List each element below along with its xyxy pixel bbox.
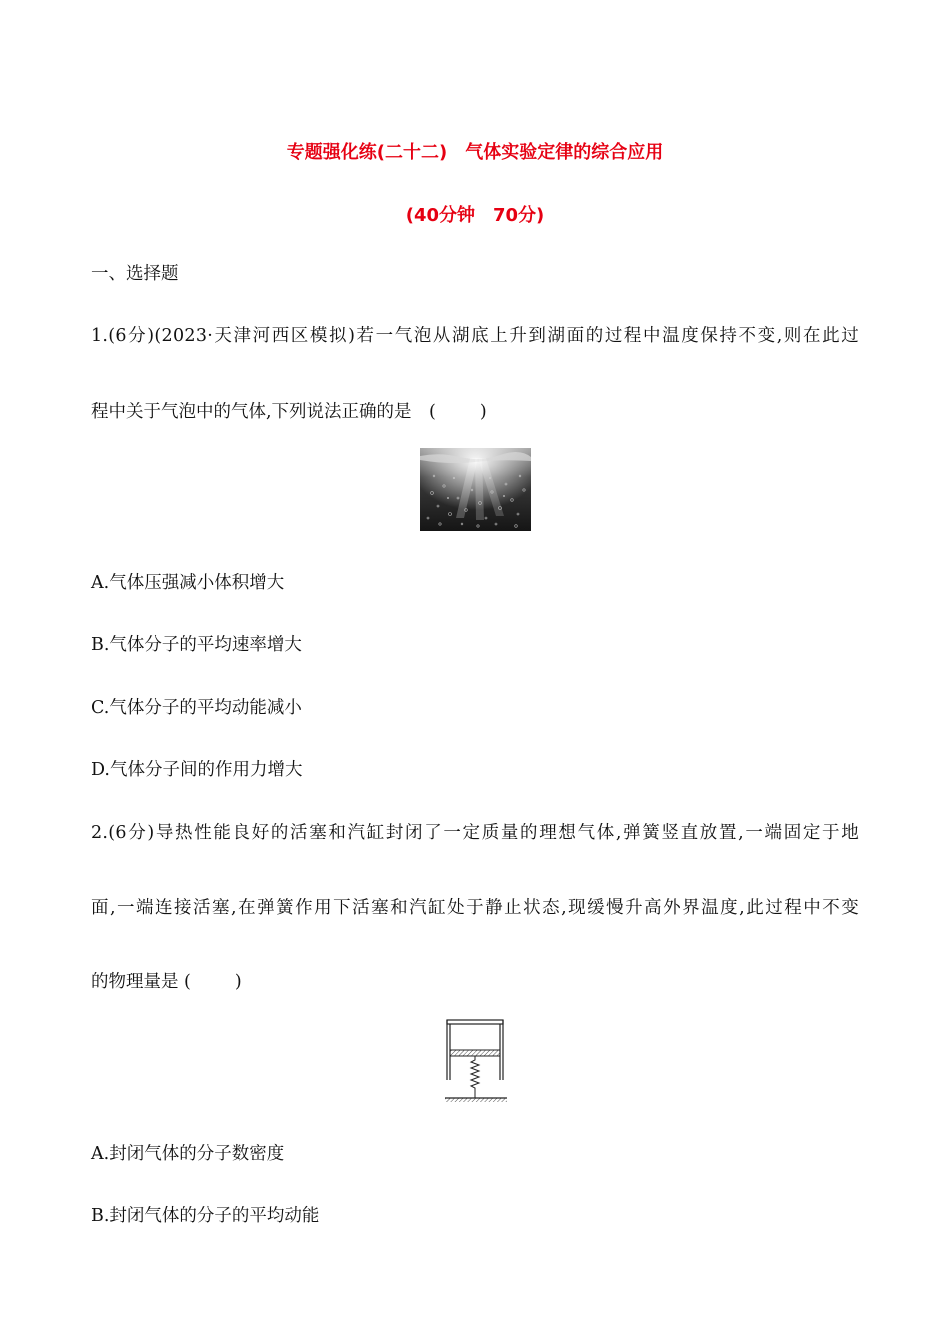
q2-option-a: A.封闭气体的分子数密度	[91, 1144, 285, 1164]
q1-option-c: C.气体分子的平均动能减小	[91, 698, 302, 718]
question-1-stem-line-1: 1.(6分)(2023·天津河西区模拟)若一气泡从湖底上升到湖面的过程中温度保持不变,则在此过	[91, 326, 859, 346]
q2-option-b: B.封闭气体的分子的平均动能	[91, 1206, 320, 1226]
answer-bracket-close: )	[234, 972, 242, 992]
question-1-stem-text: 程中关于气泡中的气体,下列说法正确的是 (	[91, 402, 436, 422]
answer-bracket-close: )	[479, 402, 487, 422]
question-2-stem-line-3	[91, 970, 242, 994]
question-2-stem-line-2: 面,一端连接活塞,在弹簧作用下活塞和汽缸处于静止状态,现缓慢升高外界温度,此过程中不变	[91, 898, 859, 918]
q1-option-a: A.气体压强减小体积增大	[91, 573, 285, 593]
underwater-bubbles-photo	[420, 448, 531, 531]
section-heading: 一、选择题	[91, 264, 179, 284]
question-2-stem-text: 的物理量是 (	[91, 972, 191, 992]
page-subtitle: (40分钟 70分)	[405, 205, 545, 226]
q1-option-d: D.气体分子间的作用力增大	[91, 760, 303, 780]
page-title: 专题强化练(二十二) 气体实验定律的综合应用	[286, 142, 664, 163]
q1-option-b: B.气体分子的平均速率增大	[91, 635, 302, 655]
cylinder-piston-spring-diagram	[441, 1018, 510, 1107]
question-1-stem-line-2	[91, 400, 487, 424]
question-2-stem-line-1: 2.(6分)导热性能良好的活塞和汽缸封闭了一定质量的理想气体,弹簧竖直放置,一端固定于地	[91, 823, 859, 843]
